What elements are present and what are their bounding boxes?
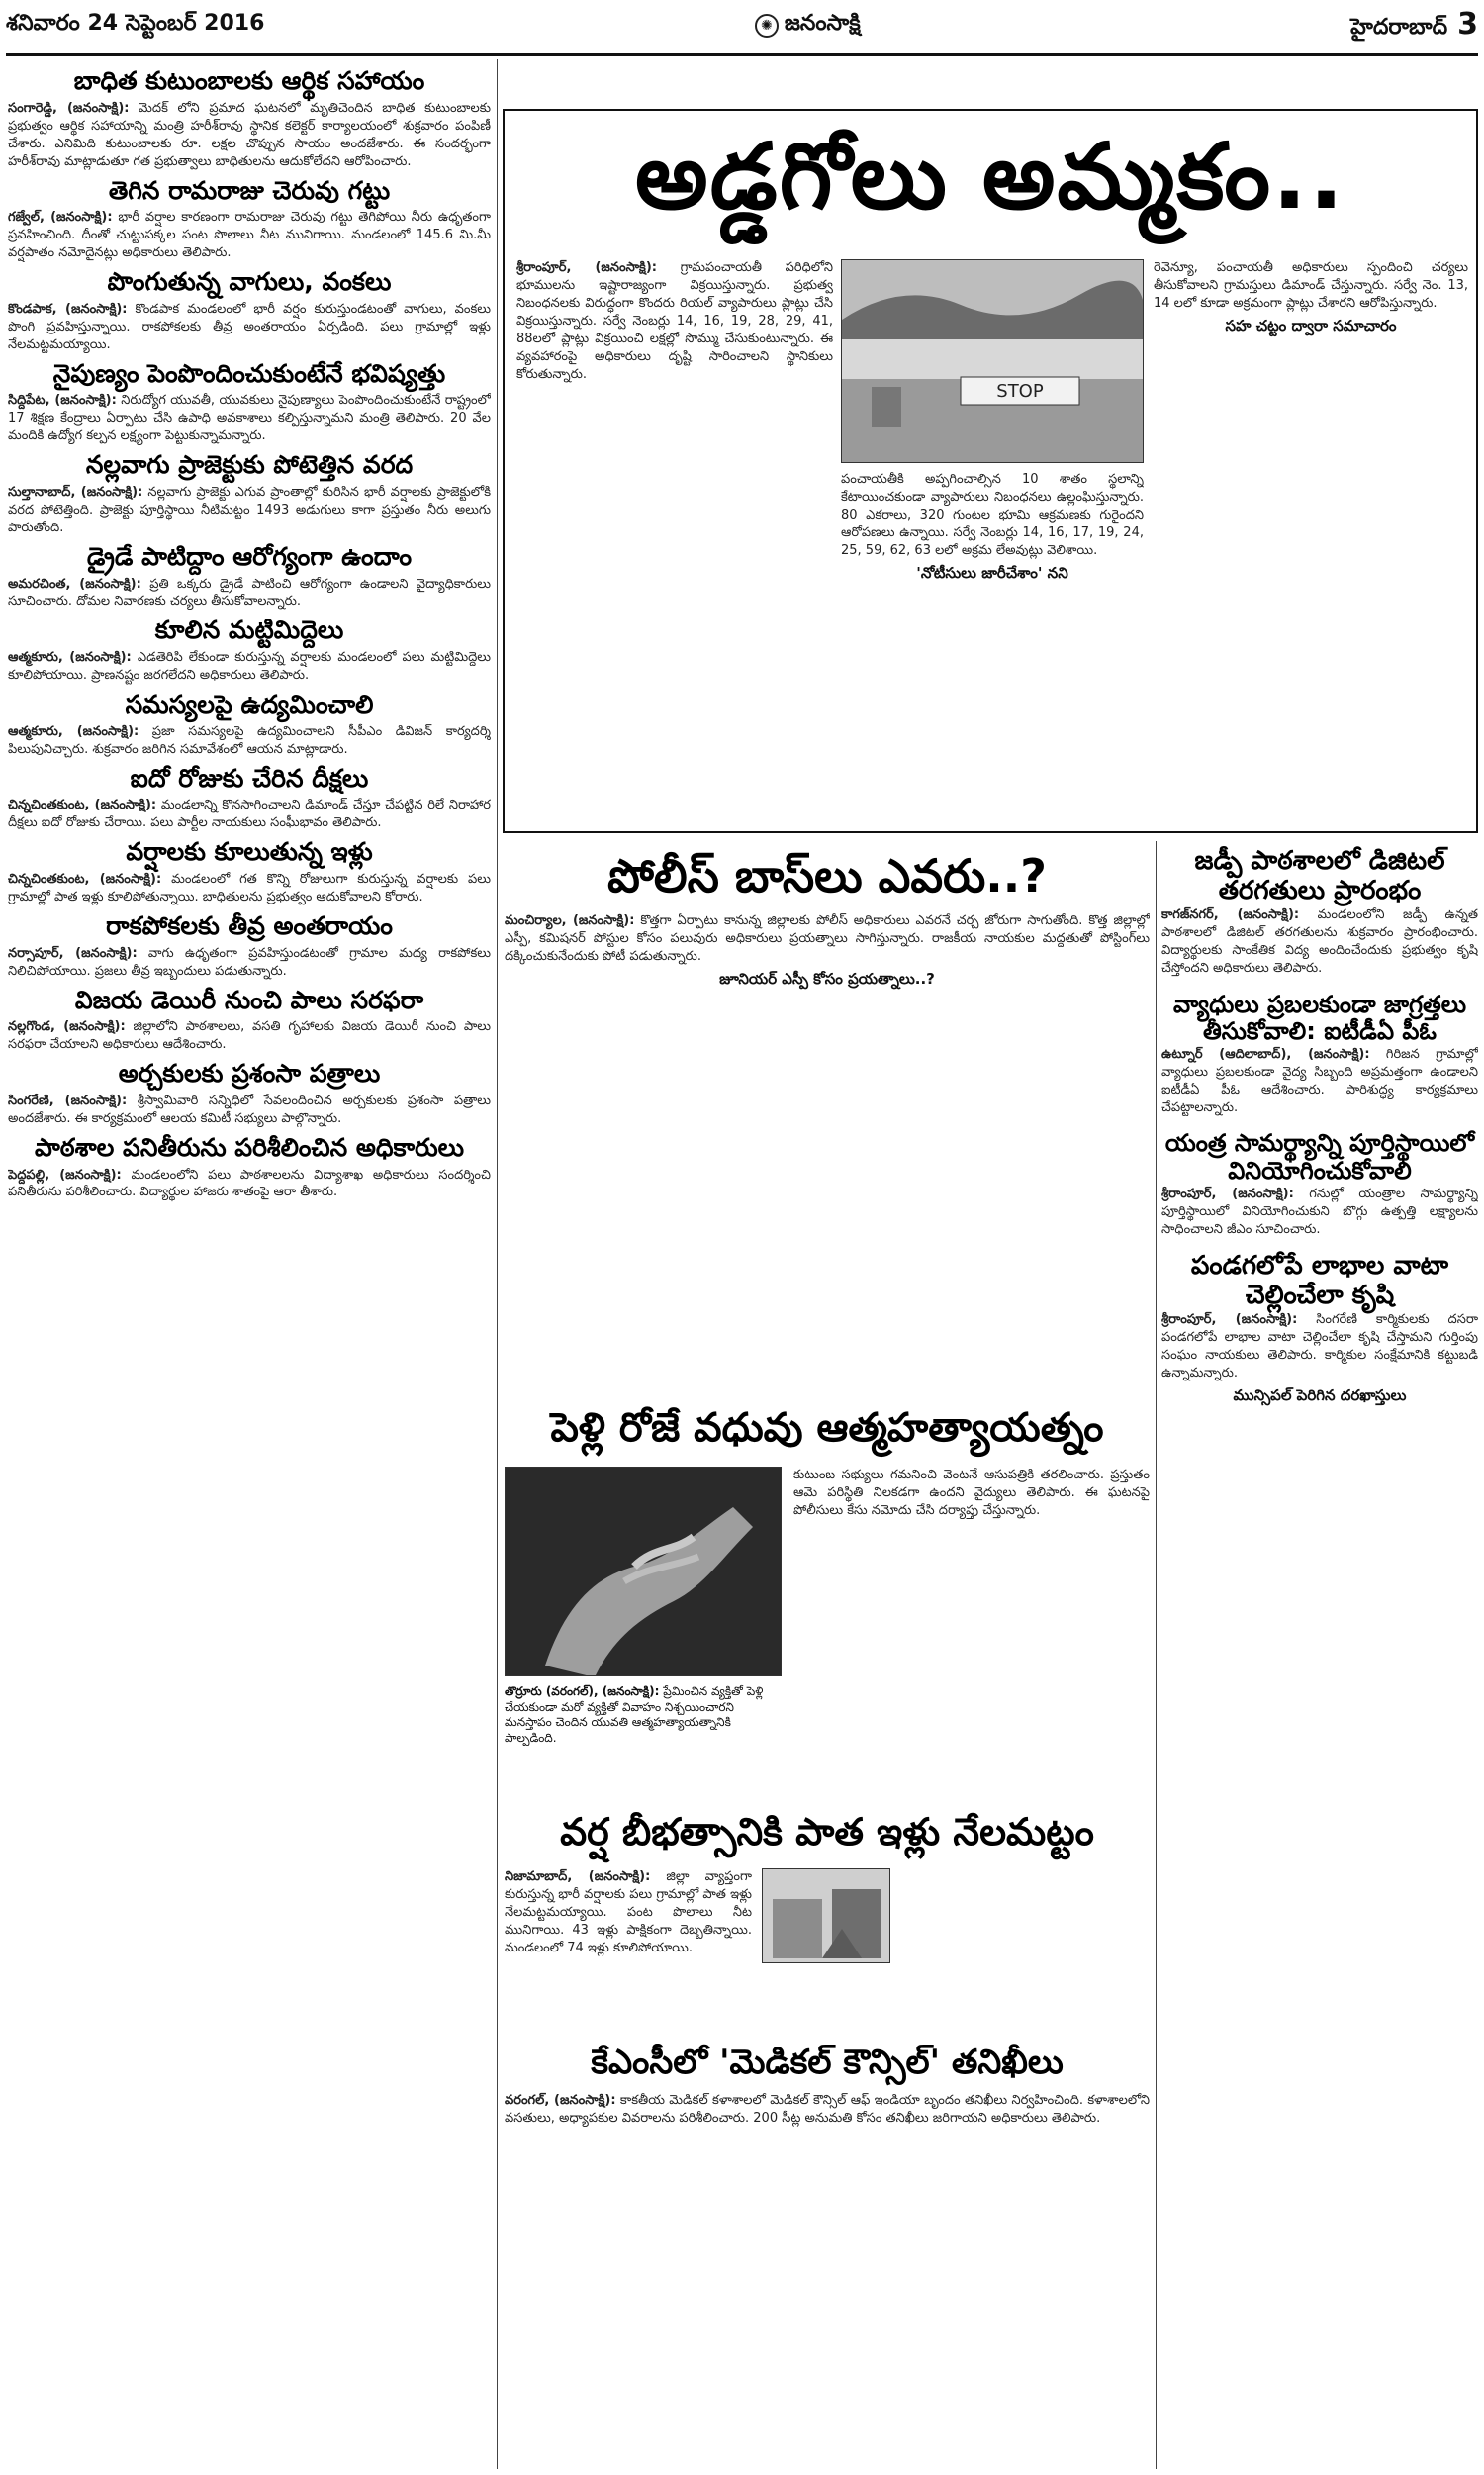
headline-line-1: పండగలోపే లాభాల వాటా [1190,1251,1449,1282]
dateline: చిన్నచింతకుంట, (జనంసాక్షి): [8,798,157,813]
headline: పాఠశాల పనితీరును పరిశీలించిన అధికారులు [34,1132,465,1162]
dateline: శ్రీరాంపూర్, (జనంసాక్షి): [1161,1312,1298,1328]
body: నల్లవాగు ప్రాజెక్టు ఎగువ ప్రాంతాల్లో కురిసిన భారీ వర్షాలకు ప్రాజెక్టులోకి వరద పోటెత్తింది. ప్రాజెక్టు పూర్తిస్థాయి నీటిమట్టం 1493 అడుగులు కాగా ప్రస్తుతం నీరు అలుగు పారుతోంది. [8,484,491,535]
edition-city [1350,7,1478,45]
dateline: ఉట్నూర్ (ఆదిలాబాద్), (జనంసాక్షి): [1161,1046,1370,1062]
story-streams [8,268,491,354]
issue-date: శనివారం 24 సెప్టెంబర్ 2016 [6,11,265,36]
body: కొండపాక మండలంలో భారీ వర్షం కురుస్తుండటంతో వాగులు, వంకలు పొంగి ప్రవహిస్తున్నాయి. రాకపోకలకు తీవ్ర అంతరాయం ఏర్పడింది. పలు గ్రామాల్లో ఇళ్లు నేలమట్టమయ్యాయి. [8,301,491,352]
story-body [516,259,833,384]
brand-name: జనంసాక్షి [784,11,861,36]
story-body [505,1868,752,1957]
dateline: నర్సాపూర్, (జనంసాక్షి): [8,945,138,961]
headline: పోలీస్ బాస్‌లు ఎవరు..? [607,849,1047,903]
bride-story [505,1405,1150,1811]
dateline: కొండపాక, (జనంసాక్షి): [8,301,128,317]
caption-text: ప్రేమించిన వ్యక్తితో పెళ్లి చేయకుండా మరో వ్యక్తితో వివాహం నిశ్చయించారని మనస్తాపం చెందిన యువతి ఆత్మహత్యాయత్నానికి పాల్పడింది. [505,1684,764,1745]
story-body [8,576,491,612]
story-machines [1161,1130,1478,1238]
subhead: జూనియర్ ఎస్పీ కోసం ప్రయత్నాలు..? [719,969,935,988]
story-body [8,1018,491,1054]
body: గ్రామపంచాయతీ పరిధిలోని భూములను ఇష్టారాజ్యంగా విక్రయిస్తున్నారు. ప్రభుత్వ నిబంధనలకు విరుద్ధంగా కొందరు రియల్ వ్యాపారులు ప్లాట్లు చేసి విక్రయిస్తున్నారు. సర్వే నెంబర్లు 14, 16, 19, 28, 29, 41, 88లలో ప్లాట్లు విక్రయించి లక్షల్లో సొమ్ము చేసుకుంటున్నారు. ఈ వ్యవహారంపై అధికారులు దృష్టి సారించాలని స్థానికులు కోరుతున్నారు. [516,260,833,382]
headline-line-1: జడ్పీ పాఠశాలలో డిజిటల్ [1194,846,1445,876]
headline: కూలిన మట్టిమిద్దెలు [154,616,344,645]
dateline: ఆత్మకూరు, (జనంసాక్షి): [8,723,139,739]
body: కాకతీయ మెడికల్ కళాశాలలో మెడికల్ కౌన్సిల్ ఆఫ్ ఇండియా బృందం తనిఖీలు నిర్వహించింది. కళాశాలలోని వసతులు, అధ్యాపకుల వివరాలను పరిశీలించారు. 200 సీట్ల అనుమతి కోసం తనిఖీలు జరిగాయని అధికారులు తెలిపారు. [505,2093,1150,2127]
story-body [1161,1186,1478,1239]
story-dry-day [8,543,491,612]
story-body [1161,906,1478,978]
story-agitate [8,691,491,759]
body: ఎడతెరిపి లేకుండా కురుస్తున్న వర్షాలకు మండలంలో పలు మట్టిమిద్దెలు కూలిపోయాయి. ప్రాణనష్టం జరగలేదని అధికారులు తెలిపారు. [8,650,491,684]
story-priests [8,1060,491,1128]
rain-story [505,1811,1150,2039]
body: మండలాన్ని కొనసాగించాలని డిమాండ్ చేస్తూ చేపట్టిన రిలే నిరాహార దీక్షలు ఐదో రోజుకు చేరాయి. పలు పార్టీల నాయకులు సంఘీభావం తెలిపారు. [8,798,491,831]
body: రెవెన్యూ, పంచాయతీ అధికారులు స్పందించి చర్యలు తీసుకోవాలని గ్రామస్తులు డిమాండ్ చేస్తున్నారు. సర్వే నెం. 13, 14 లలో కూడా అక్రమంగా ప్లాట్లు చేశారని ఆరోపిస్తున్నారు. [1154,260,1468,311]
bride-caption [505,1684,782,1793]
story-traffic-disruption [8,912,491,981]
dateline: ఆత్మకూరు, (జనంసాక్షి): [8,650,132,666]
story-body [8,301,491,354]
body: జిల్లాలోని పాఠశాలలు, వసతి గృహాలకు విజయ డెయిరీ నుంచి పాలు సరఫరా చేయాలని అధికారులు ఆదేశించారు. [8,1019,491,1053]
dateline: గజ్వేల్, (జనంసాక్షి): [8,210,113,226]
caption [505,1684,782,1746]
story-financial-aid [8,67,491,171]
collapsed-house-photo [763,1869,890,1963]
story-body [505,912,1150,966]
story-body [8,1093,491,1128]
story-body [8,100,491,171]
story-body [8,392,491,445]
story-vijaya-dairy [8,987,491,1055]
headline: పెళ్లి రోజే వధువు ఆత్మహత్యాయత్నం [550,1405,1104,1451]
top-story-col-1 [516,259,833,823]
dateline: తొర్రూరు (వరంగల్), (జనంసాక్షి): [505,1684,660,1698]
top-story-photo [841,259,1144,463]
dateline: శ్రీరాంపూర్, (జనంసాక్షి): [516,260,657,275]
story-pond-breach [8,177,491,263]
headline: అర్చకులకు ప్రశంసా పత్రాలు [118,1059,381,1089]
dateline: నల్లగొండ, (జనంసాక్షి): [8,1019,126,1035]
dateline: సంగారెడ్డి, (జనంసాక్షి): [8,100,130,116]
stop-board-photo [842,260,1144,463]
story-body [8,871,491,906]
body: భారీ వర్షాల కారణంగా రామరాజు చెరువు గట్టు తెగిపోయి నీరు ఉధృతంగా ప్రవహించింది. దీంతో చుట్టుపక్కల పంట పొలాలు నీట మునిగాయి. మండలంలో 145.6 మి.మీ వర్షపాతం నమోదైనట్లు అధికారులు తెలిపారు. [8,210,491,261]
dateline: పెద్దపల్లి, (జనంసాక్షి): [8,1167,122,1183]
body: శ్రీస్వామివారి సన్నిధిలో సేవలందించిన అర్చకులకు ప్రశంసా పత్రాలు అందజేశారు. ఈ కార్యక్రమంలో ఆలయ కమిటీ సభ్యులు పాల్గొన్నారు. [8,1093,491,1126]
police-story [505,846,1150,1400]
column-divider [1156,841,1157,2469]
top-story-headline: అడ్డగోలు అమ్మకం.. [635,124,1345,230]
headline: సమస్యలపై ఉద్యమించాలి [125,690,374,718]
headline: ఐదో రోజుకు చేరిన దీక్షలు [130,763,369,793]
subhead: సహ చట్టం ద్వారా సమాచారం [1225,316,1397,334]
headline: బాధిత కుటుంబాలకు ఆర్థిక సహాయం [73,66,425,95]
right-column [1161,843,1478,2466]
body: ప్రజా సమస్యలపై ఉద్యమించాలని సీపీఎం డివిజన్ కార్యదర్శి పిలుపునిచ్చారు. శుక్రవారం జరిగిన సమావేశంలో ఆయన మాట్లాడారు. [8,723,491,757]
headline: తెగిన రామరాజు చెరువు గట్టు [108,175,391,205]
dateline: సిద్దిపేట, (జనంసాక్షి): [8,393,117,409]
body: కుటుంబ సభ్యులు గమనించి వెంటనే ఆసుపత్రికి తరలించారు. ప్రస్తుతం ఆమె పరిస్థితి నిలకడగా ఉందని వైద్యులు తెలిపారు. ఈ ఘటనపై పోలీసులు కేసు నమోదు చేసి దర్యాప్తు చేస్తున్నారు. [793,1468,1150,1518]
dateline: సింగరేణి, (జనంసాక్షి): [8,1093,128,1108]
story-collapsed-houses [8,617,491,685]
story-body [8,209,491,262]
masthead [6,0,1478,51]
brand [755,11,861,41]
dateline: చిన్నచింతకుంట, (జనంసాక్షి): [8,872,162,887]
story-body [8,1167,491,1202]
hand-photo [506,1468,782,1676]
page-number: 3 [1457,7,1478,42]
story-school-inspection [8,1134,491,1202]
story-body [8,649,491,685]
story-body [8,797,491,832]
brand-logo-icon: ✺ [755,14,779,38]
body: సింగరేణి కార్మికులకు దసరా పండగలోపే లాభాల వాటా చెల్లించేలా కృషి చేస్తామని గుర్తింపు సంఘం నాయకులు తెలిపారు. కార్మికుల సంక్షేమానికి కట్టుబడి ఉన్నామన్నారు. [1161,1312,1478,1381]
headline: పొంగుతున్న వాగులు, వంకలు [107,267,392,297]
body: గనుల్లో యంత్రాల సామర్థ్యాన్ని పూర్తిస్థాయిలో వినియోగించుకుని బొగ్గు ఉత్పత్తి లక్ష్యాలను సాధించాలని జీఎం సూచించారు. [1161,1186,1478,1237]
story-body [8,484,491,537]
body: మండలంలోని జడ్పీ ఉన్నత పాఠశాలలో డిజిటల్ తరగతులను శుక్రవారం ప్రారంభించారు. విద్యార్థులకు సాంకేతిక విద్య అందించేందుకు ప్రభుత్వం కృషి చేస్తోందని అధికారులు తెలిపారు. [1161,906,1478,976]
top-story-col-2 [841,471,1144,823]
body: ప్రతి ఒక్కరు డ్రైడే పాటించి ఆరోగ్యంగా ఉండాలని వైద్యాధికారులు సూచించారు. దోమల నివారణకు చర్యలు తీసుకోవాలన్నారు. [8,576,491,610]
body: మెదక్ లోని ప్రమాద ఘటనలో మృతిచెందిన బాధిత కుటుంబాలకు ప్రభుత్వం ఆర్థిక సహాయాన్ని మంత్రి హరీశ్‌రావు స్థానిక కలెక్టర్ కార్యాలయంలో శుక్రవారం పంపిణీ చేశారు. ఎనిమిది కుటుంబాలకు రూ. లక్షల చొప్పున సాయం అందజేశారు. ఈ సందర్భంగా హరీశ్‌రావు మాట్లాడుతూ గత ప్రభుత్వాలు బాధితులను ఆదుకోలేదని ఆరోపించారు. [8,100,491,169]
story-digital-classes [1161,847,1478,978]
body: వాగు ఉధృతంగా ప్రవహిస్తుండటంతో గ్రామాల మధ్య రాకపోకలు నిలిచిపోయాయి. ప్రజలు తీవ్ర ఇబ్బందులు పడుతున్నారు. [8,945,491,979]
subhead: 'నోటీసులు జారీచేశాం' నని [916,563,1068,582]
body: పంచాయతీకి అప్పగించాల్సిన 10 శాతం స్థలాన్ని కేటాయించకుండా వ్యాపారులు నిబంధనలు ఉల్లంఘిస్తున్నారు. 80 ఎకరాలు, 320 గుంటల భూమి ఆక్రమణకు గురైందని ఆరోపణలు ఉన్నాయి. సర్వే నెంబర్లు 14, 16, 17, 19, 24, 25, 59, 62, 63 లలో అక్రమ లేఅవుట్లు వెలిశాయి. [841,472,1144,558]
column-divider [497,59,498,2469]
story-body [505,2092,1150,2128]
body: మండలంలోని పలు పాఠశాలలను విద్యాశాఖ అధికారులు సందర్శించి పనితీరును పరిశీలించారు. విద్యార్థుల హాజరు శాతంపై ఆరా తీశారు. [8,1167,491,1200]
body: నిరుద్యోగ యువతీ, యువకులు నైపుణ్యాలు పెంపొందించుకుంటేనే రాష్ట్రంలో 17 శిక్షణ కేంద్రాలు ఏర్పాటు చేసి ఉపాధి అవకాశాలు కల్పిస్తున్నామని మంత్రి తెలిపారు. 20 వేల మందికి ఉద్యోగ కల్పన లక్ష్యంగా పెట్టుకున్నామన్నారు. [8,393,491,444]
headline-line-1: వ్యాధులు ప్రబలకుండా జాగ్రత్తలు [1172,990,1467,1018]
city-name: హైదరాబాద్ [1350,15,1448,40]
headline: వర్షాలకు కూలుతున్న ఇళ్లు [126,837,373,867]
dateline: కాగజ్‌నగర్, (జనంసాక్షి): [1161,906,1300,922]
dateline: నిజామాబాద్, (జనంసాక్షి): [505,1869,651,1884]
bride-body [793,1467,1150,1793]
top-story-box [503,109,1478,833]
subhead: మున్సిపల్ పెరిగిన దరఖాస్తులు [1233,1386,1407,1404]
headline: డ్రైడే పాటిద్దాం ఆరోగ్యంగా ఉందాం [86,541,413,571]
dateline: సుల్తానాబాద్, (జనంసాక్షి): [8,484,143,500]
headline-line-2: వినియోగించుకోవాలి [1228,1157,1412,1186]
dateline: మంచిర్యాల, (జనంసాక్షి): [505,912,635,928]
headline: నల్లవాగు ప్రాజెక్టుకు పోటెత్తిన వరద [85,450,414,480]
headline: వర్ష బీభత్సానికి పాత ఇళ్లు నేలమట్టం [560,1811,1094,1854]
top-story-col-3 [1154,259,1468,823]
headline-line-2: చెల్లించేలా కృషి [1245,1281,1395,1311]
body: గిరిజన గ్రామాల్లో వ్యాధులు ప్రబలకుండా వైద్య సిబ్బంది అప్రమత్తంగా ఉండాలని ఐటీడీఏ పీఓ ఆదేశించారు. పారిశుద్ధ్య కార్యక్రమాలు చేపట్టాలన్నారు. [1161,1046,1478,1115]
story-disease [1161,992,1478,1117]
masthead-rule [6,53,1478,56]
medical-story [505,2044,1150,2467]
headline-line-2: తరగతులు ప్రారంభం [1218,875,1422,905]
dateline: శ్రీరాంపూర్, (జనంసాక్షి): [1161,1186,1294,1201]
rain-body-left [505,1868,752,2037]
svg-text:STOP: STOP [996,381,1044,402]
dateline: వరంగల్, (జనంసాక్షి): [505,2093,616,2109]
body: మండలంలో గత కొన్ని రోజులుగా కురుస్తున్న వర్షాలకు పలు గ్రామాల్లో పాత ఇళ్లు కూలిపోతున్నాయి. బాధితులను ప్రభుత్వం ఆదుకోవాలని కోరారు. [8,872,491,904]
story-body [8,945,491,981]
rain-story-photo [762,1868,890,1963]
story-profit-share [1161,1252,1478,1408]
dateline: అమరచింత, (జనంసాక్షి): [8,576,141,592]
story-body [1161,1311,1478,1382]
headline: రాకపోకలకు తీవ్ర అంతరాయం [106,910,393,940]
headline: కేఎంసీలో 'మెడికల్ కౌన్సిల్' తనిఖీలు [591,2044,1064,2082]
story-skills [8,360,491,446]
headline-line-2: తీసుకోవాలి: ఐటీడీఏ పీఓ [1203,1017,1437,1046]
headline-line-1: యంత్ర సామర్థ్యాన్ని పూర్తిస్థాయిలో [1164,1129,1475,1158]
story-falling-houses [8,838,491,906]
story-project-flood [8,451,491,537]
bride-story-photo [505,1467,782,1676]
body: జిల్లా వ్యాప్తంగా కురుస్తున్న భారీ వర్షాలకు పలు గ్రామాల్లో పాత ఇళ్లు నేలమట్టమయ్యాయి. పంట పొలాలు నీట మునిగాయి. 43 ఇళ్లు పాక్షికంగా దెబ్బతిన్నాయి. మండలంలో 74 ఇళ్లు కూలిపోయాయి. [505,1869,752,1955]
headline: విజయ డెయిరీ నుంచి పాలు సరఫరా [74,985,424,1014]
story-body [1161,1046,1478,1117]
headline: నైపుణ్యం పెంపొందించుకుంటేనే భవిష్యత్తు [52,358,446,388]
story-body [8,723,491,759]
left-column [8,61,491,2466]
story-hunger-strike [8,765,491,833]
body: కొత్తగా ఏర్పాటు కానున్న జిల్లాలకు పోలీస్ అధికారులు ఎవరనే చర్చ జోరుగా సాగుతోంది. కొత్త జిల్లాల్లో ఎస్పీ, కమిషనర్ పోస్టుల కోసం పలువురు అధికారులు ప్రయత్నాలు సాగిస్తున్నారు. రాజకీయ నాయకుల మద్దతుతో పోస్టింగ్‌లు దక్కించుకునేందుకు పోటీ పడుతున్నారు. [505,912,1150,964]
